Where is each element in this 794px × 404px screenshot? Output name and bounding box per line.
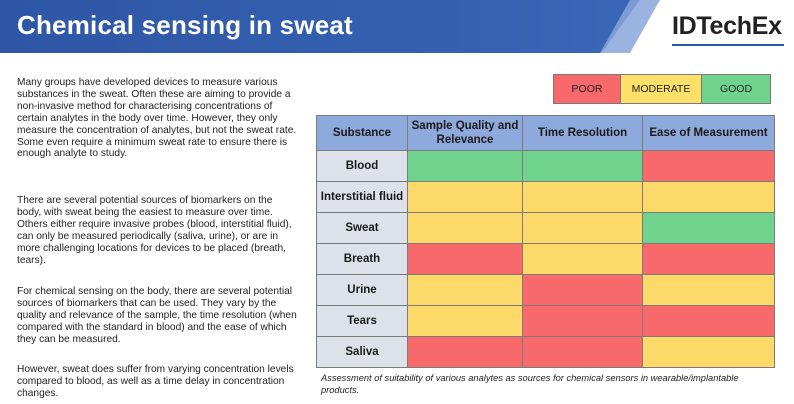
rating-legend bbox=[553, 74, 771, 104]
rating-cell-ease-of-measurement bbox=[643, 151, 775, 182]
rating-cell-ease-of-measurement bbox=[643, 244, 775, 275]
rating-cell-sample-quality bbox=[408, 213, 523, 244]
rating-cell-ease-of-measurement bbox=[643, 306, 775, 337]
substance-cell: Sweat bbox=[317, 213, 408, 244]
table-row bbox=[317, 275, 775, 306]
rating-cell-time-resolution bbox=[523, 244, 643, 275]
rating-cell-sample-quality bbox=[408, 151, 523, 182]
substance-cell: Blood bbox=[317, 151, 408, 182]
body-paragraph-3: For chemical sensing on the body, there are several potential sources of biomarkers that can be used. They vary by the quality and relevance of the sample, the time resolution (when compared with the standard in blood) and the ease of which they can be measured. bbox=[17, 286, 297, 345]
rating-cell-time-resolution bbox=[523, 306, 643, 337]
table-row bbox=[317, 151, 775, 182]
header-time-resolution: Time Resolution bbox=[523, 116, 643, 151]
table-row bbox=[317, 337, 775, 368]
idtechex-logo: IDTechEx bbox=[672, 12, 782, 40]
legend-good: GOOD bbox=[702, 74, 771, 104]
table-row bbox=[317, 244, 775, 275]
rating-cell-ease-of-measurement bbox=[643, 337, 775, 368]
page-title: Chemical sensing in sweat bbox=[17, 10, 353, 40]
suitability-table bbox=[316, 115, 775, 368]
rating-cell-time-resolution bbox=[523, 213, 643, 244]
header-ease-of-measurement: Ease of Measurement bbox=[643, 116, 775, 151]
rating-cell-sample-quality bbox=[408, 275, 523, 306]
rating-cell-time-resolution bbox=[523, 182, 643, 213]
header-sample-quality: Sample Quality and Relevance bbox=[408, 116, 523, 151]
rating-cell-time-resolution bbox=[523, 337, 643, 368]
table-row bbox=[317, 306, 775, 337]
substance-cell: Saliva bbox=[317, 337, 408, 368]
substance-cell: Breath bbox=[317, 244, 408, 275]
rating-cell-sample-quality bbox=[408, 182, 523, 213]
table-row bbox=[317, 182, 775, 213]
rating-cell-sample-quality bbox=[408, 306, 523, 337]
body-paragraph-4: However, sweat does suffer from varying concentration levels compared to blood, as well as a time delay in concentration changes. bbox=[17, 364, 294, 399]
rating-cell-ease-of-measurement bbox=[643, 213, 775, 244]
rating-cell-sample-quality bbox=[408, 337, 523, 368]
legend-moderate: MODERATE bbox=[621, 74, 702, 104]
substance-cell: Interstitial fluid bbox=[317, 182, 408, 213]
body-paragraph-2: There are several potential sources of biomarkers on the body, with sweat being the easiest to measure over time. Others either require invasive probes (blood, interstitial fluid), can only be measured periodically (saliva, urine), or are in more challenging locations for devices to be placed (breath, tears). bbox=[17, 195, 292, 266]
rating-cell-sample-quality bbox=[408, 244, 523, 275]
substance-cell: Urine bbox=[317, 275, 408, 306]
rating-cell-time-resolution bbox=[523, 275, 643, 306]
rating-cell-ease-of-measurement bbox=[643, 275, 775, 306]
header-substance: Substance bbox=[317, 116, 408, 151]
substance-cell: Tears bbox=[317, 306, 408, 337]
legend-poor: POOR bbox=[553, 74, 621, 104]
logo-underline bbox=[672, 44, 784, 46]
rating-cell-time-resolution bbox=[523, 151, 643, 182]
rating-cell-ease-of-measurement bbox=[643, 182, 775, 213]
table-header-row bbox=[317, 116, 775, 151]
table-row bbox=[317, 213, 775, 244]
body-paragraph-1: Many groups have developed devices to measure various substances in the sweat. Often these are aiming to provide a non-invasive method for characterising concentrations of certain analytes in the body over time. However, they only measure the concentration of analytes, but not the sweat rate. Some even require a minimum sweat rate to ensure there is enough analyte to study. bbox=[17, 77, 297, 160]
table-caption: Assessment of suitability of various analytes as sources for chemical sensors in wearable/implantable products. bbox=[321, 373, 739, 395]
